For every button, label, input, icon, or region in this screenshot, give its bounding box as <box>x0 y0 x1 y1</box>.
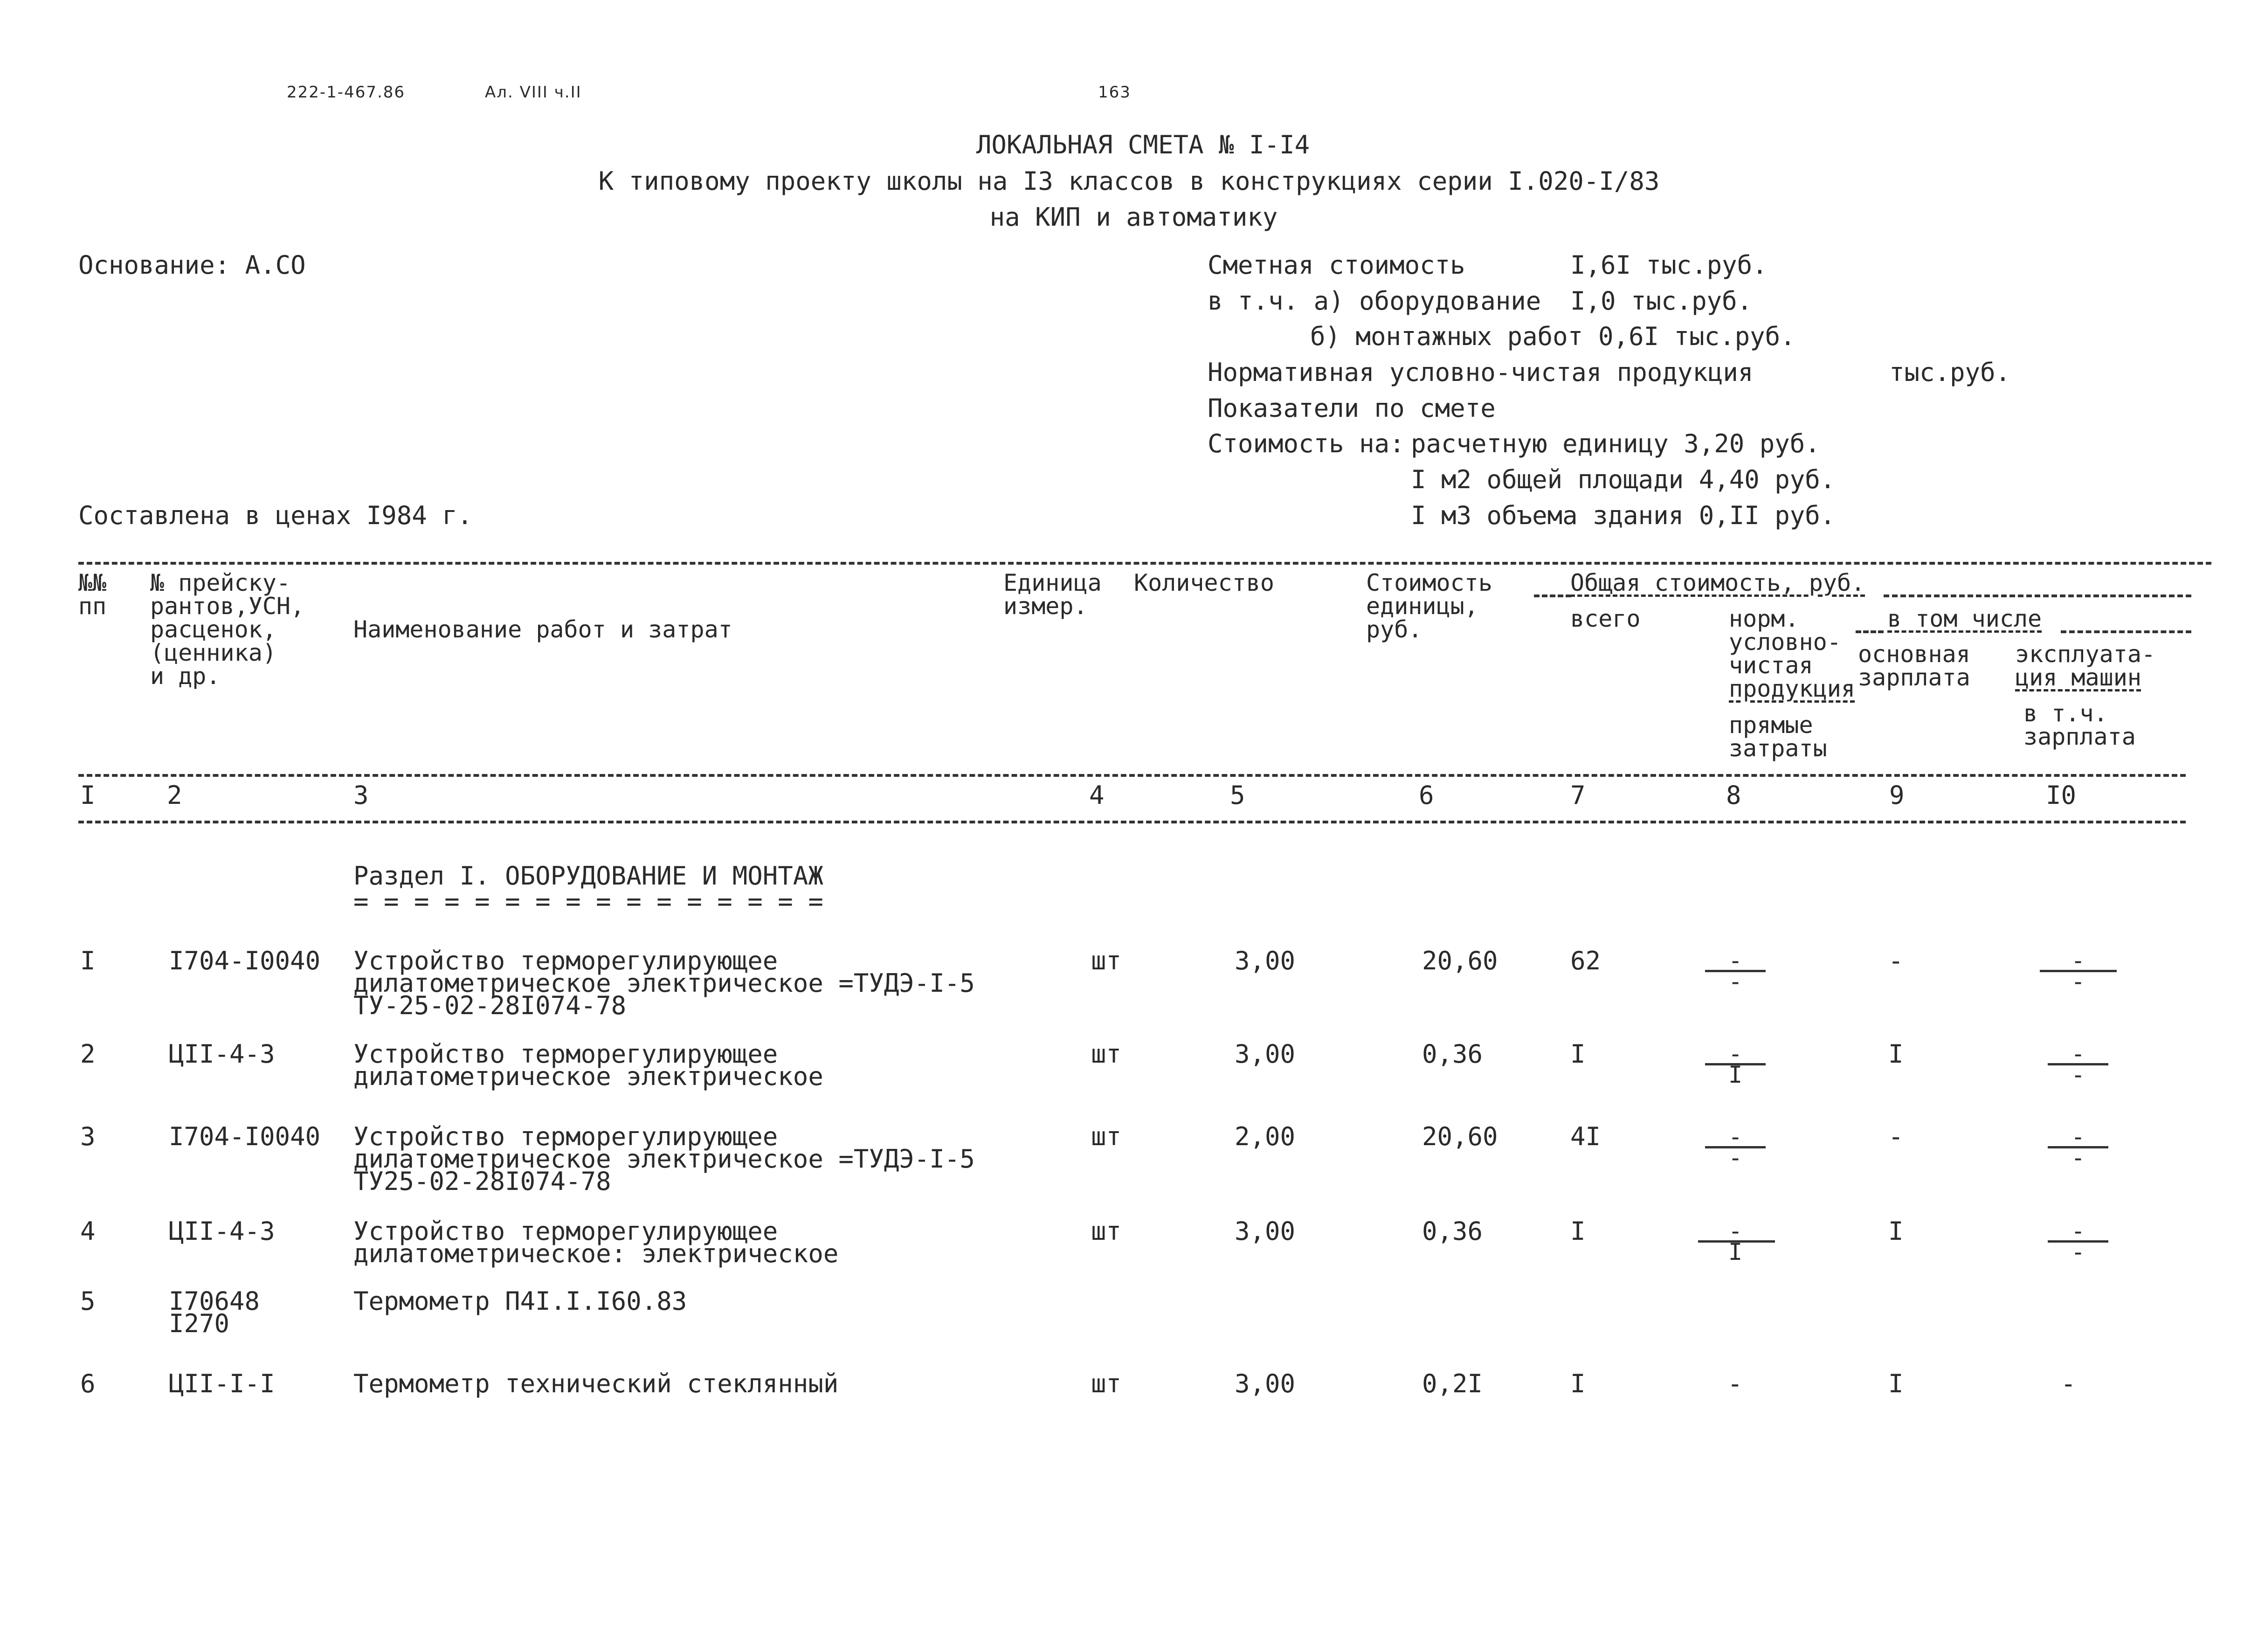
row-normative-fraction: - - <box>1698 951 1773 991</box>
row-unit: шт <box>1091 1217 1122 1246</box>
row-quantity: 3,00 <box>1235 1217 1296 1246</box>
header-mid-rule <box>78 774 2186 777</box>
cost-value: I,6I тыс.руб. <box>1570 250 1768 280</box>
row-salary: - <box>1888 1122 1904 1151</box>
row-unit: шт <box>1091 1039 1122 1069</box>
col-machines-header: эксплуата- ция машин <box>2015 641 2156 691</box>
row-name: Устройство терморегулирующее дилатометрическое: электрическое <box>353 1217 839 1268</box>
col-number-4: 4 <box>1089 781 1105 810</box>
col-code-header: № прейску- рантов,УСН, расценок, (ценника) и др. <box>150 569 305 690</box>
equipment-value: I,0 тыс.руб. <box>1570 286 1753 316</box>
row-normative: - <box>1727 1369 1743 1398</box>
row-unit: шт <box>1091 1122 1122 1151</box>
row-total: I <box>1570 1369 1586 1398</box>
row-unit-price: 0,36 <box>1422 1039 1483 1069</box>
col-number-7: 7 <box>1570 781 1586 810</box>
doc-ref: 222-1-467.86 <box>287 83 406 102</box>
row-number: 4 <box>80 1217 96 1246</box>
equipment-label: в т.ч. а) оборудование <box>1208 286 1541 316</box>
row-unit-price: 0,2I <box>1422 1369 1483 1398</box>
normative-label: Нормативная условно-чистая продукция <box>1208 358 1754 387</box>
col-number-9: 9 <box>1889 781 1905 810</box>
row-salary: I <box>1888 1369 1904 1398</box>
cost-per-unit: расчетную единицу 3,20 руб. <box>1411 429 1820 458</box>
row-machines-fraction: - - <box>2038 951 2118 991</box>
row-salary: I <box>1888 1039 1904 1069</box>
row-quantity: 3,00 <box>1235 1369 1296 1398</box>
col-number-10: I0 <box>2046 781 2077 810</box>
section-title: Раздел I. ОБОРУДОВАНИЕ И МОНТАЖ <box>353 861 823 891</box>
estimate-subject: на КИП и автоматику <box>989 202 1278 232</box>
row-name: Устройство терморегулирующее дилатометрическое электрическое <box>353 1039 823 1091</box>
col-qty-header: Количество <box>1134 569 1275 596</box>
row-unit: шт <box>1091 946 1122 975</box>
row-code: I70648 I270 <box>169 1286 260 1338</box>
col-number-1: I <box>80 781 96 810</box>
row-total: I <box>1570 1039 1586 1069</box>
row-number: I <box>80 946 96 975</box>
row-normative-fraction: - - <box>1698 1127 1773 1167</box>
cost-per-m3: I м3 объема здания 0,II руб. <box>1411 501 1836 530</box>
row-normative-fraction: - I <box>1698 1044 1773 1084</box>
row-machines-fraction: - - <box>2038 1222 2118 1261</box>
row-name: Термометр технический стеклянный <box>353 1369 839 1398</box>
row-number: 5 <box>80 1286 96 1316</box>
row-code: ЦII-4-3 <box>169 1039 275 1069</box>
row-normative-fraction: - I <box>1698 1222 1773 1261</box>
install-label: б) монтажных работ <box>1310 322 1583 351</box>
indicators-label: Показатели по смете <box>1208 394 1496 423</box>
row-name: Устройство терморегулирующее дилатометрическое электрическое =ТУДЭ-I-5 ТУ-25-02-28I074-78 <box>353 946 975 1020</box>
row-total: 4I <box>1570 1122 1601 1151</box>
row-code: I704-I0040 <box>169 946 321 975</box>
col-all-header: всего <box>1570 605 1641 632</box>
col-machine-salary-header: в т.ч. зарплата <box>2023 700 2136 750</box>
row-unit-price: 20,60 <box>1422 946 1498 975</box>
row-code: I704-I0040 <box>169 1122 321 1151</box>
col-number-5: 5 <box>1230 781 1245 810</box>
normative-value: тыс.руб. <box>1889 358 2011 387</box>
section-underline: = = = = = = = = = = = = = = = = <box>353 887 823 916</box>
estimate-subtitle: К типовому проекту школы на I3 классов в конструкциях серии I.020-I/83 <box>598 166 1660 196</box>
cost-per-label: Стоимость на: <box>1208 429 1405 458</box>
row-number: 2 <box>80 1039 96 1069</box>
row-code: ЦII-I-I <box>169 1369 275 1398</box>
row-quantity: 3,00 <box>1235 1039 1296 1069</box>
cost-per-m2: I м2 общей площади 4,40 руб. <box>1411 465 1836 494</box>
row-salary: - <box>1888 946 1904 975</box>
install-value: 0,6I тыс.руб. <box>1598 322 1795 351</box>
col-total-cost-header: Общая стоимость, руб. <box>1570 569 1865 596</box>
col-incl-header: в том числе <box>1887 605 2042 632</box>
col-number-8: 8 <box>1726 781 1741 810</box>
compiled-prices: Составлена в ценах I984 г. <box>78 501 473 530</box>
row-name: Устройство терморегулирующее дилатометрическое электрическое =ТУДЭ-I-5 ТУ25-02-28I074-78 <box>353 1122 975 1196</box>
col-normative-header: норм. условно- чистая продукция <box>1729 605 1855 702</box>
col-salary-header: основная зарплата <box>1858 641 1970 691</box>
row-quantity: 2,00 <box>1235 1122 1296 1151</box>
col-number-6: 6 <box>1419 781 1434 810</box>
header-top-rule <box>78 562 2211 565</box>
col-price-header: Стоимость единицы, руб. <box>1366 569 1492 643</box>
page-number: 163 <box>1098 83 1131 102</box>
row-unit: шт <box>1091 1369 1122 1398</box>
col-number-2: 2 <box>167 781 182 810</box>
basis: Основание: А.СО <box>78 250 306 280</box>
album-ref: Ал. VIII ч.II <box>485 83 582 102</box>
row-machines-fraction: - - <box>2038 1044 2118 1084</box>
row-number: 3 <box>80 1122 96 1151</box>
row-name: Термометр П4I.I.I60.83 <box>353 1286 687 1316</box>
row-machines: - <box>2061 1369 2076 1398</box>
col-name-header: Наименование работ и затрат <box>353 616 732 643</box>
col-number-3: 3 <box>353 781 369 810</box>
row-unit-price: 0,36 <box>1422 1217 1483 1246</box>
col-direct-costs-header: прямые затраты <box>1729 712 1827 762</box>
col-num-header: №№ пп <box>78 569 107 620</box>
row-machines-fraction: - - <box>2038 1127 2118 1167</box>
col-unit-header: Единица измер. <box>1003 569 1102 620</box>
row-code: ЦII-4-3 <box>169 1217 275 1246</box>
cost-label: Сметная стоимость <box>1208 250 1465 280</box>
estimate-title: ЛОКАЛЬНАЯ СМЕТА № I-I4 <box>976 130 1310 159</box>
row-total: I <box>1570 1217 1586 1246</box>
row-quantity: 3,00 <box>1235 946 1296 975</box>
header-bottom-rule <box>78 821 2186 823</box>
row-total: 62 <box>1570 946 1601 975</box>
row-unit-price: 20,60 <box>1422 1122 1498 1151</box>
row-number: 6 <box>80 1369 96 1398</box>
row-salary: I <box>1888 1217 1904 1246</box>
